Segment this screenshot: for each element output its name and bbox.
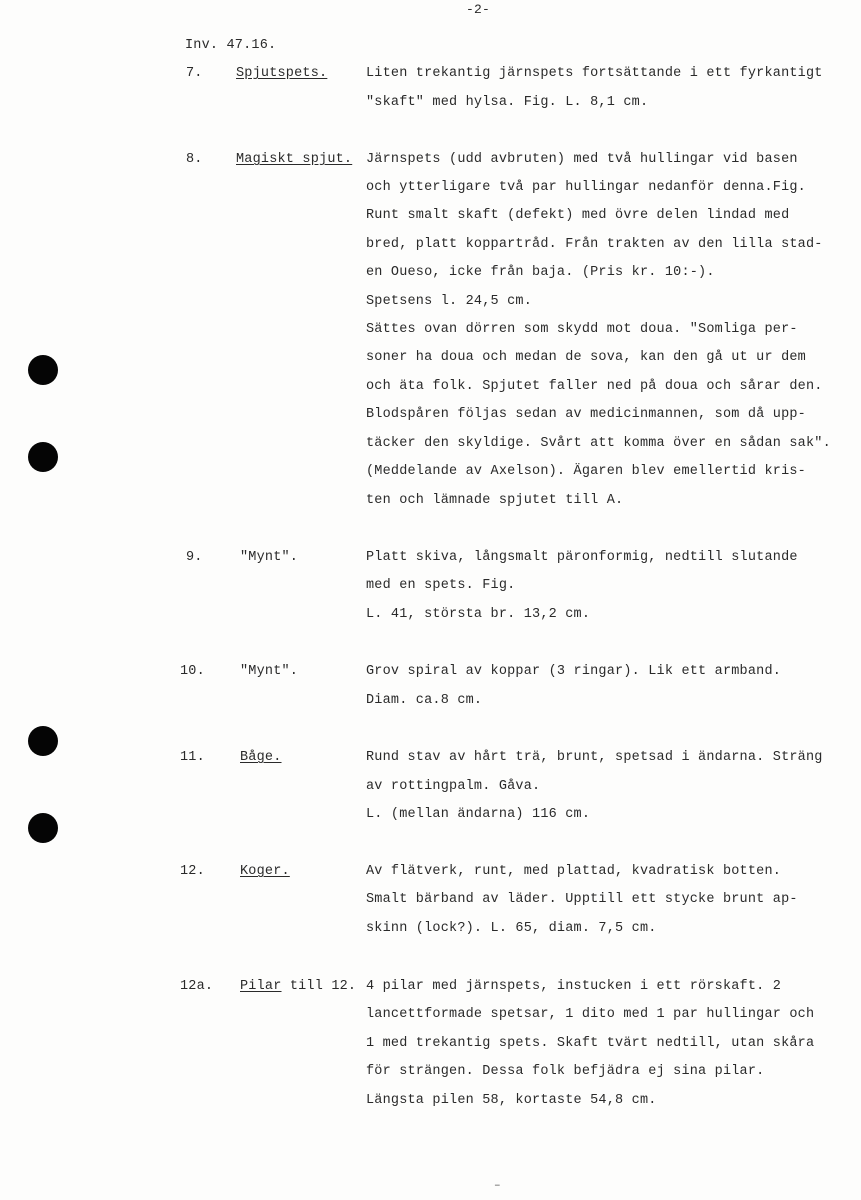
entry-line: lancettformade spetsar, 1 dito med 1 par hullingar och <box>366 1007 815 1022</box>
entry-number: 11. <box>180 750 205 765</box>
entry-title: "Mynt". <box>240 550 299 565</box>
entry-line: "skaft" med hylsa. Fig. L. 8,1 cm. <box>366 95 649 110</box>
entry-number: 8. <box>186 152 203 167</box>
entry-line: Sättes ovan dörren som skydd mot doua. "Somliga per- <box>366 322 798 337</box>
entry-title: Spjutspets. <box>236 66 328 81</box>
entry-line: Grov spiral av koppar (3 ringar). Lik ett armband. <box>366 664 782 679</box>
entry-line: bred, platt koppartråd. Från trakten av den lilla stad- <box>366 237 823 252</box>
punch-hole <box>28 813 58 843</box>
entry-number: 7. <box>186 66 203 81</box>
punch-hole <box>28 726 58 756</box>
entry-line: av rottingpalm. Gåva. <box>366 779 541 794</box>
entry-line: Diam. ca.8 cm. <box>366 693 483 708</box>
entry-line: och äta folk. Spjutet faller ned på doua och sårar den. <box>366 379 823 394</box>
page-number: -2- <box>466 2 491 17</box>
entry-number: 12. <box>180 864 205 879</box>
entry-line: Runt smalt skaft (defekt) med övre delen lindad med <box>366 208 790 223</box>
entry-line: Rund stav av hårt trä, brunt, spetsad i ändarna. Sträng <box>366 750 823 765</box>
punch-hole <box>28 442 58 472</box>
entry-number: 10. <box>180 664 205 679</box>
entry-line: L. 41, största br. 13,2 cm. <box>366 607 591 622</box>
entry-line: L. (mellan ändarna) 116 cm. <box>366 807 591 822</box>
entry-line: 1 med trekantig spets. Skaft tvärt nedtill, utan skåra <box>366 1036 815 1051</box>
entry-line: 4 pilar med järnspets, instucken i ett rörskaft. 2 <box>366 979 782 994</box>
entry-line: för strängen. Dessa folk befjädra ej sina pilar. <box>366 1064 765 1079</box>
entry-line: Spetsens l. 24,5 cm. <box>366 294 533 309</box>
entry-line: Blodspåren följas sedan av medicinmannen, som då upp- <box>366 407 806 422</box>
entry-line: soner ha doua och medan de sova, kan den gå ut ur dem <box>366 350 806 365</box>
entry-title: "Mynt". <box>240 664 299 679</box>
entry-title: Båge. <box>240 750 282 765</box>
entry-line: Smalt bärband av läder. Upptill ett stycke brunt ap- <box>366 892 798 907</box>
footer-mark: – <box>494 1180 501 1192</box>
entry-number: 9. <box>186 550 203 565</box>
entry-line: Järnspets (udd avbruten) med två hullingar vid basen <box>366 152 798 167</box>
entry-number: 12a. <box>180 979 214 994</box>
punch-hole <box>28 355 58 385</box>
entry-title: Pilar till 12. <box>240 979 357 994</box>
entry-line: Platt skiva, långsmalt päronformig, nedtill slutande <box>366 550 798 565</box>
entry-line: Av flätverk, runt, med plattad, kvadratisk botten. <box>366 864 782 879</box>
entry-line: med en spets. Fig. <box>366 578 516 593</box>
entry-line: täcker den skyldige. Svårt att komma över en sådan sak". <box>366 436 831 451</box>
entry-line: en Oueso, icke från baja. (Pris kr. 10:-). <box>366 265 715 280</box>
inventory-number: Inv. 47.16. <box>185 38 277 53</box>
entry-line: Liten trekantig järnspets fortsättande i ett fyrkantigt <box>366 66 823 81</box>
entry-line: ten och lämnade spjutet till A. <box>366 493 624 508</box>
entry-line: (Meddelande av Axelson). Ägaren blev emellertid kris- <box>366 464 806 479</box>
entry-line: och ytterligare två par hullingar nedanför denna.Fig. <box>366 180 806 195</box>
entry-line: skinn (lock?). L. 65, diam. 7,5 cm. <box>366 921 657 936</box>
entry-title: Magiskt spjut. <box>236 152 353 167</box>
entry-title: Koger. <box>240 864 290 879</box>
entry-line: Längsta pilen 58, kortaste 54,8 cm. <box>366 1093 657 1108</box>
